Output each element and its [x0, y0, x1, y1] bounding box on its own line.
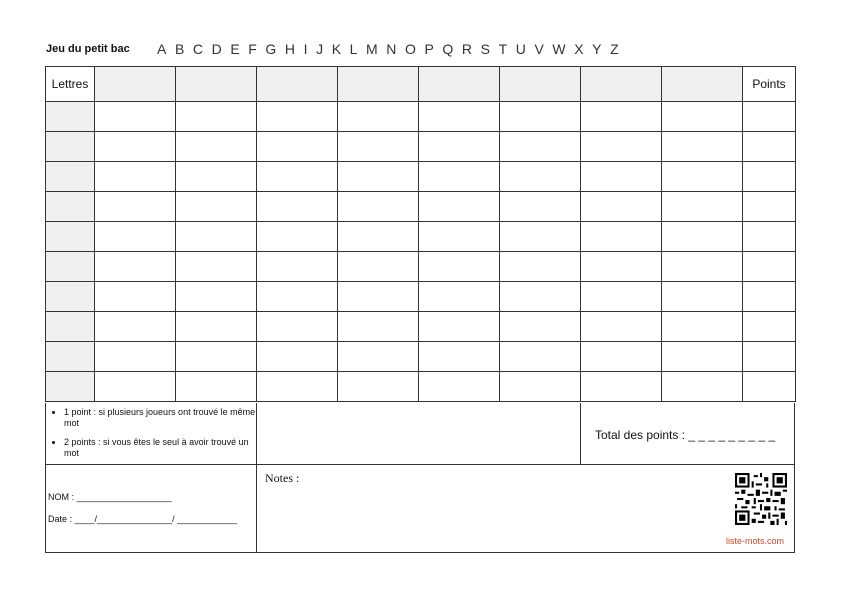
answer-cell[interactable]: [257, 192, 338, 222]
answer-cell[interactable]: [662, 372, 743, 402]
alphabet-letter: O: [405, 41, 416, 57]
answer-cell[interactable]: [257, 372, 338, 402]
answer-cell[interactable]: [338, 192, 419, 222]
answer-cell[interactable]: [419, 162, 500, 192]
alphabet-letter: H: [284, 41, 296, 57]
alphabet-letter: R: [461, 41, 473, 57]
alphabet-letter: Z: [610, 41, 619, 57]
category-header-cell[interactable]: [581, 67, 662, 102]
name-field[interactable]: NOM : ___________________: [48, 492, 172, 502]
answer-cell[interactable]: [662, 342, 743, 372]
rule-item: • 2 points : si vous êtes le seul à avoir trouvé un mot: [64, 437, 257, 459]
answer-cell[interactable]: [500, 222, 581, 252]
answer-cell[interactable]: [257, 102, 338, 132]
answer-cell[interactable]: [176, 282, 257, 312]
total-box: [580, 403, 795, 465]
letter-cell[interactable]: [46, 282, 95, 312]
category-header-cell[interactable]: [500, 67, 581, 102]
rule-item: • 1 point : si plusieurs joueurs ont trouvé le même mot: [64, 407, 257, 429]
grid-row: [46, 312, 796, 342]
notes-label: Notes :: [265, 471, 300, 485]
alphabet-letter: K: [331, 41, 342, 57]
points-header: Points: [743, 67, 796, 102]
letter-cell[interactable]: [46, 252, 95, 282]
answer-cell[interactable]: [500, 102, 581, 132]
alphabet-strip: [157, 41, 627, 57]
category-header-cell[interactable]: [257, 67, 338, 102]
alphabet-letter: B: [174, 41, 185, 57]
answer-cell[interactable]: [176, 102, 257, 132]
points-cell[interactable]: [743, 222, 796, 252]
notes-box[interactable]: [256, 464, 795, 553]
points-cell[interactable]: [743, 342, 796, 372]
grid-row: [46, 372, 796, 402]
alphabet-letter: N: [386, 41, 397, 57]
answer-cell[interactable]: [176, 162, 257, 192]
answer-cell[interactable]: [95, 282, 176, 312]
answer-cell[interactable]: [581, 222, 662, 252]
category-header-cell[interactable]: [176, 67, 257, 102]
answer-cell[interactable]: [500, 312, 581, 342]
answer-cell[interactable]: [500, 372, 581, 402]
letter-cell[interactable]: [46, 222, 95, 252]
alphabet-letter: C: [192, 41, 203, 57]
answer-cell[interactable]: [419, 282, 500, 312]
answer-cell[interactable]: [257, 282, 338, 312]
total-points-label: Total des points : _ _ _ _ _ _ _ _ _: [595, 428, 776, 442]
points-cell[interactable]: [743, 372, 796, 402]
answer-cell[interactable]: [338, 222, 419, 252]
answer-cell[interactable]: [581, 132, 662, 162]
alphabet-letter: Y: [592, 41, 602, 57]
answer-cell[interactable]: [662, 222, 743, 252]
category-header-cell[interactable]: [338, 67, 419, 102]
answer-cell[interactable]: [338, 372, 419, 402]
answer-cell[interactable]: [338, 282, 419, 312]
alphabet-letter: Q: [442, 41, 454, 57]
answer-cell[interactable]: [257, 132, 338, 162]
alphabet-letter: G: [265, 41, 277, 57]
answer-cell[interactable]: [338, 252, 419, 282]
alphabet-letter: V: [534, 41, 544, 57]
answer-cell[interactable]: [95, 192, 176, 222]
letter-cell[interactable]: [46, 342, 95, 372]
answer-cell[interactable]: [338, 102, 419, 132]
answer-cell[interactable]: [95, 252, 176, 282]
answer-cell[interactable]: [95, 162, 176, 192]
answer-cell[interactable]: [581, 102, 662, 132]
grid-row: [46, 342, 796, 372]
rules-box: [45, 403, 257, 465]
answer-cell[interactable]: [419, 102, 500, 132]
points-cell[interactable]: [743, 192, 796, 222]
points-cell[interactable]: [743, 282, 796, 312]
answer-cell[interactable]: [95, 222, 176, 252]
answer-cell[interactable]: [500, 162, 581, 192]
grid-row: [46, 252, 796, 282]
answer-cell[interactable]: [662, 192, 743, 222]
answer-cell[interactable]: [500, 282, 581, 312]
alphabet-letter: F: [248, 41, 257, 57]
alphabet-letter: P: [424, 41, 434, 57]
date-field[interactable]: Date : ____/_______________/ ____________: [48, 514, 238, 524]
category-header-cell[interactable]: [95, 67, 176, 102]
page-title: Jeu du petit bac: [46, 43, 130, 55]
answer-cell[interactable]: [419, 252, 500, 282]
grid-row: [46, 222, 796, 252]
letter-cell[interactable]: [46, 102, 95, 132]
answer-cell[interactable]: [176, 342, 257, 372]
answer-cell[interactable]: [176, 372, 257, 402]
answer-cell[interactable]: [662, 162, 743, 192]
alphabet-letter: E: [230, 41, 240, 57]
answer-cell[interactable]: [338, 162, 419, 192]
alphabet-letter: L: [349, 41, 358, 57]
answer-cell[interactable]: [662, 312, 743, 342]
answer-cell[interactable]: [338, 132, 419, 162]
answer-cell[interactable]: [257, 342, 338, 372]
answer-cell[interactable]: [257, 252, 338, 282]
answer-cell[interactable]: [581, 282, 662, 312]
alphabet-letter: S: [480, 41, 490, 57]
answer-cell[interactable]: [419, 342, 500, 372]
answer-cell[interactable]: [95, 132, 176, 162]
blank-box: [256, 403, 581, 465]
alphabet-letter: X: [574, 41, 584, 57]
points-cell[interactable]: [743, 162, 796, 192]
bottom-section: [45, 403, 795, 553]
alphabet-letter: M: [366, 41, 378, 57]
answer-cell[interactable]: [95, 372, 176, 402]
grid-row: [46, 162, 796, 192]
site-link[interactable]: liste-mots.com: [725, 536, 784, 546]
alphabet-letter: A: [157, 41, 167, 57]
grid-row: [46, 132, 796, 162]
answer-cell[interactable]: [419, 312, 500, 342]
identity-box: [45, 464, 257, 553]
answer-cell[interactable]: [95, 102, 176, 132]
letter-cell[interactable]: [46, 372, 95, 402]
answer-cell[interactable]: [176, 312, 257, 342]
answer-cell[interactable]: [581, 372, 662, 402]
alphabet-letter: I: [303, 41, 308, 57]
answer-cell[interactable]: [500, 252, 581, 282]
answer-cell[interactable]: [338, 312, 419, 342]
category-header-cell[interactable]: [662, 67, 743, 102]
answer-cell[interactable]: [500, 342, 581, 372]
alphabet-letter: W: [552, 41, 566, 57]
answer-cell[interactable]: [176, 192, 257, 222]
letters-header: Lettres: [46, 67, 95, 102]
alphabet-letter: D: [211, 41, 222, 57]
category-header-cell[interactable]: [419, 67, 500, 102]
answer-cell[interactable]: [176, 252, 257, 282]
answer-cell[interactable]: [419, 192, 500, 222]
answer-cell[interactable]: [581, 342, 662, 372]
answer-cell[interactable]: [581, 162, 662, 192]
answer-cell[interactable]: [662, 132, 743, 162]
answer-cell[interactable]: [257, 162, 338, 192]
answer-cell[interactable]: [257, 222, 338, 252]
answer-cell[interactable]: [176, 222, 257, 252]
score-grid: [45, 66, 796, 402]
grid-row: [46, 102, 796, 132]
answer-cell[interactable]: [419, 222, 500, 252]
answer-cell[interactable]: [338, 342, 419, 372]
qr-code-icon: [735, 473, 787, 525]
grid-header-row: [46, 67, 796, 102]
answer-cell[interactable]: [95, 342, 176, 372]
answer-cell[interactable]: [581, 252, 662, 282]
points-cell[interactable]: [743, 312, 796, 342]
answer-cell[interactable]: [176, 132, 257, 162]
answer-cell[interactable]: [662, 102, 743, 132]
grid-row: [46, 192, 796, 222]
alphabet-letter: J: [316, 41, 324, 57]
answer-cell[interactable]: [257, 312, 338, 342]
answer-cell[interactable]: [581, 192, 662, 222]
answer-cell[interactable]: [500, 192, 581, 222]
answer-cell[interactable]: [662, 282, 743, 312]
answer-cell[interactable]: [95, 312, 176, 342]
answer-cell[interactable]: [419, 372, 500, 402]
points-cell[interactable]: [743, 252, 796, 282]
letter-cell[interactable]: [46, 132, 95, 162]
answer-cell[interactable]: [419, 132, 500, 162]
answer-cell[interactable]: [500, 132, 581, 162]
answer-cell[interactable]: [581, 312, 662, 342]
answer-cell[interactable]: [662, 252, 743, 282]
points-cell[interactable]: [743, 132, 796, 162]
alphabet-letter: T: [498, 41, 508, 57]
letter-cell[interactable]: [46, 312, 95, 342]
letter-cell[interactable]: [46, 162, 95, 192]
points-cell[interactable]: [743, 102, 796, 132]
alphabet-letter: U: [515, 41, 526, 57]
letter-cell[interactable]: [46, 192, 95, 222]
grid-row: [46, 282, 796, 312]
